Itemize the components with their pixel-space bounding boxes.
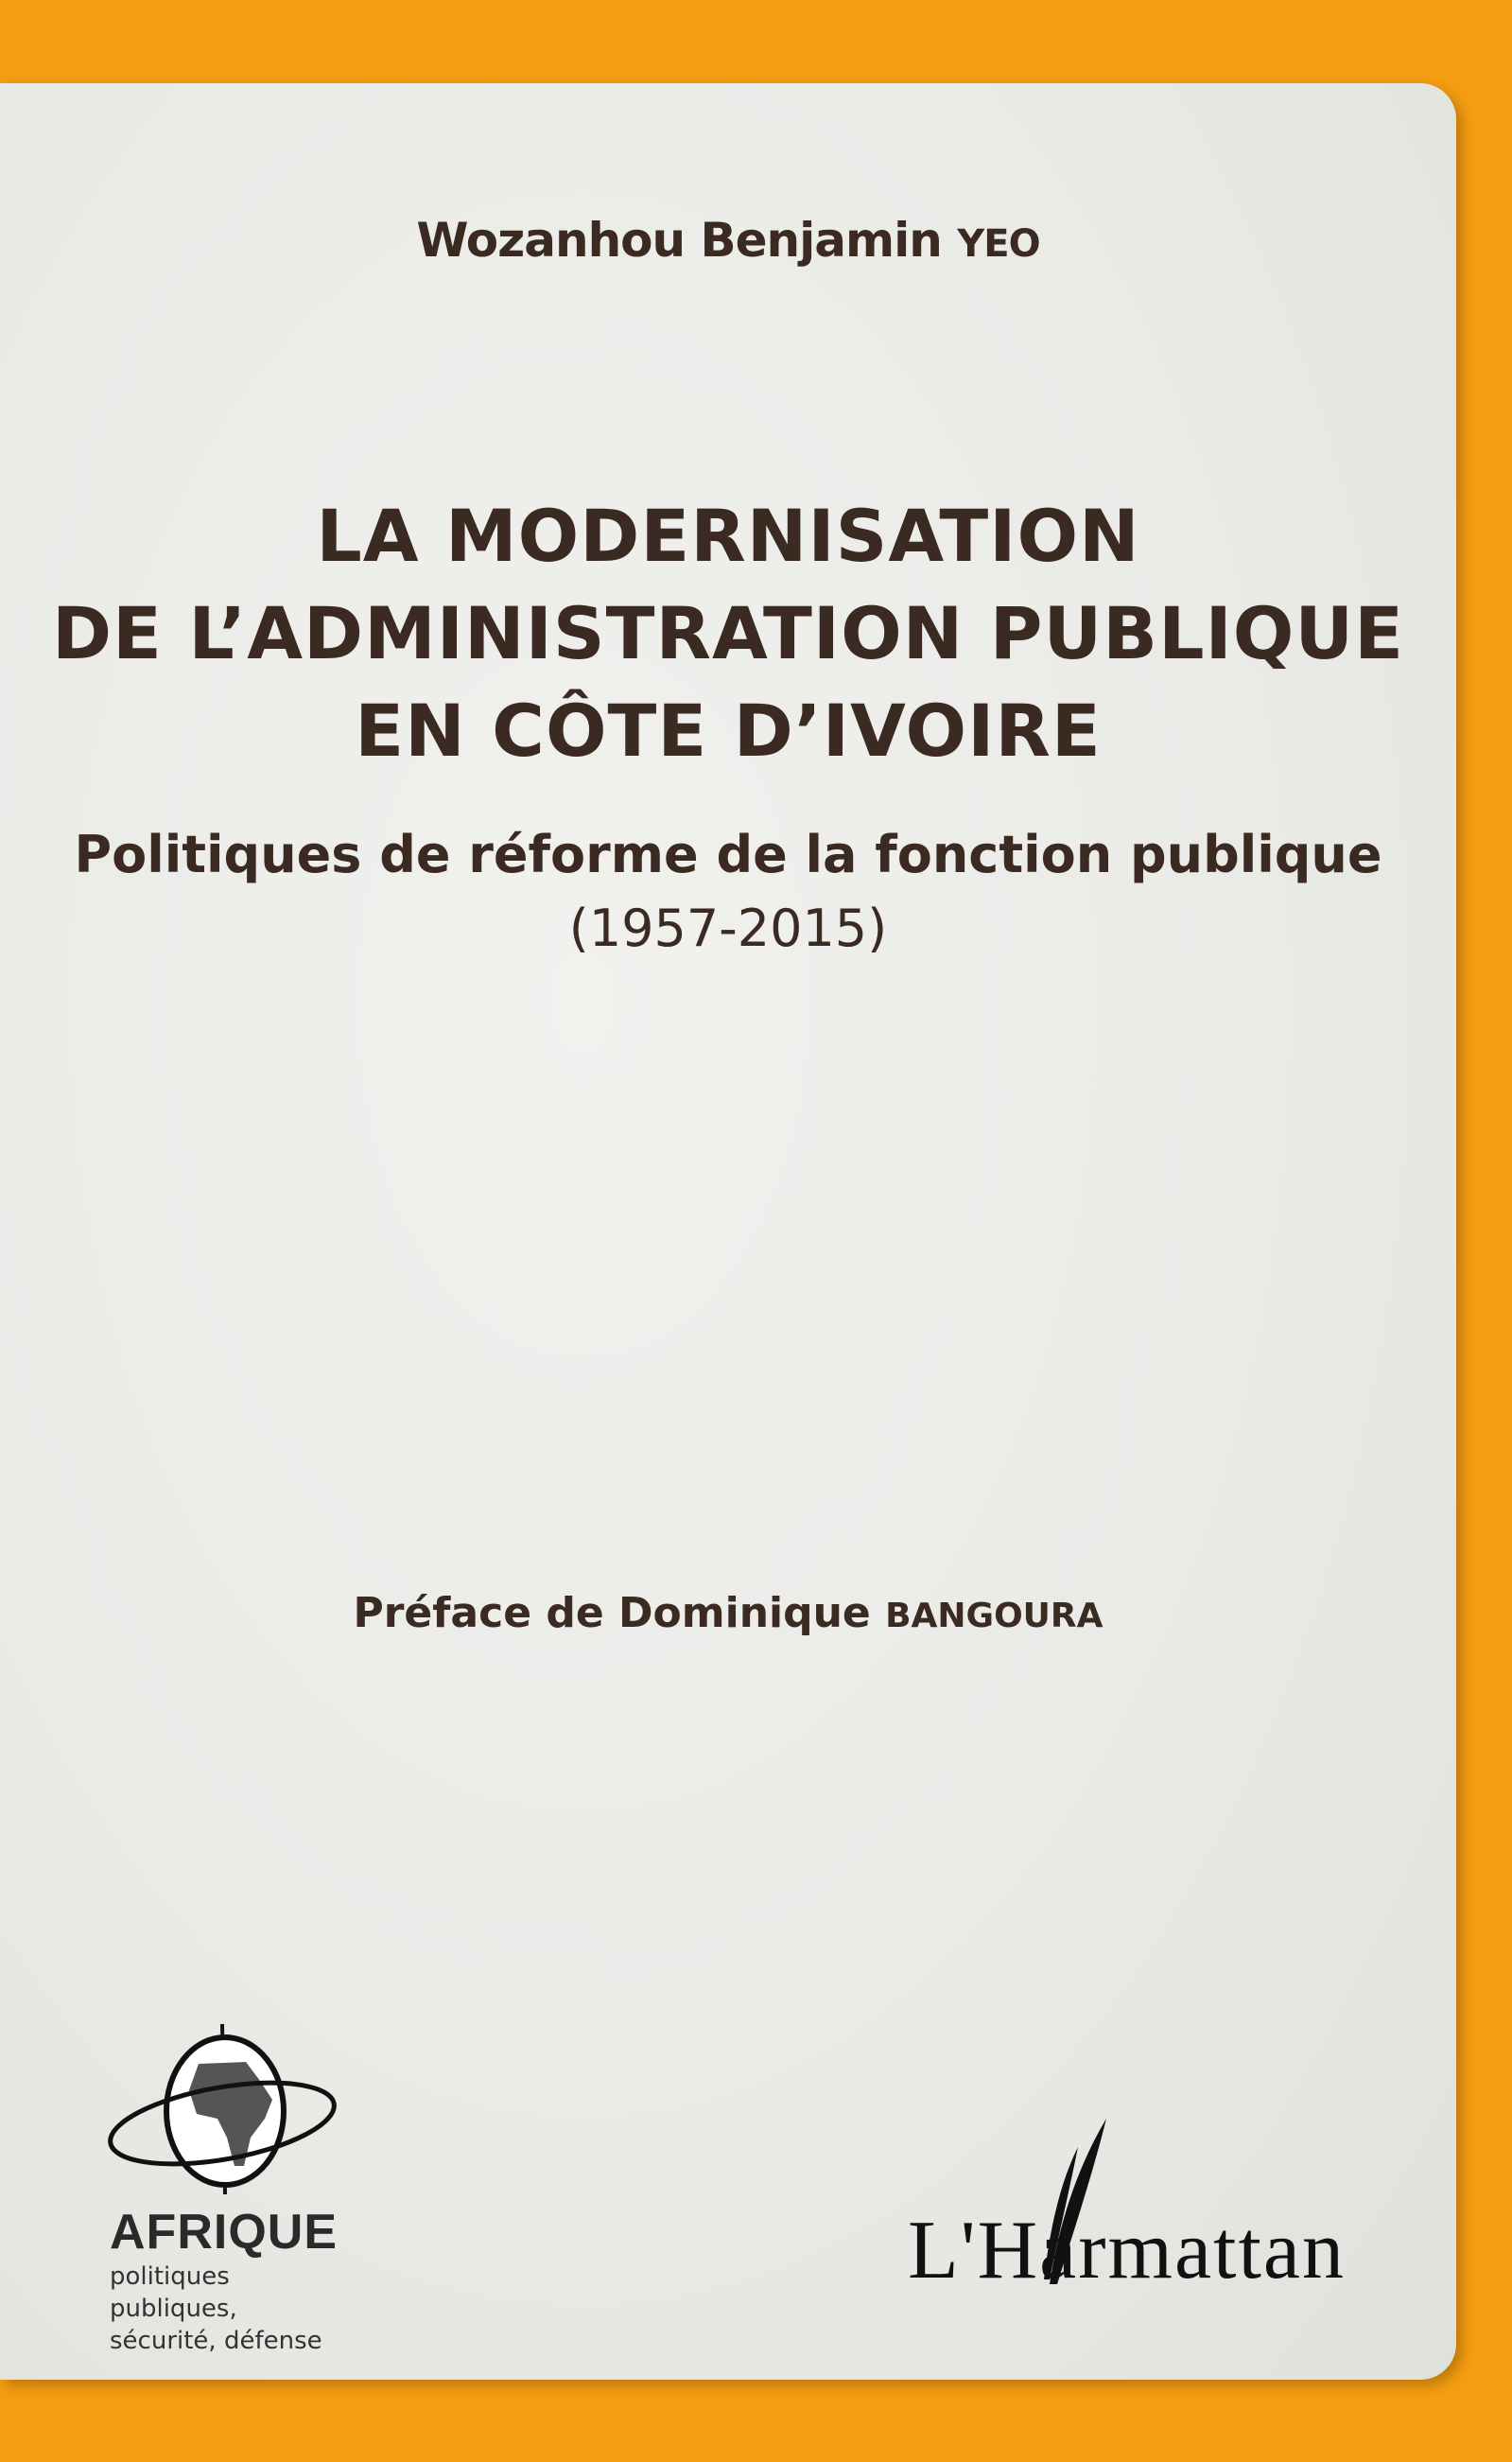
book-title xyxy=(0,487,1456,779)
subtitle-years: (1957-2015) xyxy=(568,899,888,958)
preface-author-last: BANGOURA xyxy=(885,1597,1104,1635)
publisher-logo xyxy=(908,2119,1381,2298)
globe-africa-icon xyxy=(104,2024,340,2194)
series-name: AFRIQUE xyxy=(110,2205,338,2260)
subtitle-text: Politiques de réforme de la fonction publique xyxy=(74,825,1382,884)
title-line: DE L’ADMINISTRATION PUBLIQUE xyxy=(51,591,1405,675)
series-tagline: sécurité, défense xyxy=(110,2327,322,2355)
series-logo xyxy=(104,2024,350,2357)
preface-credit xyxy=(0,1589,1456,1637)
author-last-name: YEO xyxy=(957,222,1040,266)
author-name xyxy=(0,213,1456,268)
title-line: LA MODERNISATION xyxy=(316,494,1140,578)
title-line: EN CÔTE D’IVOIRE xyxy=(355,689,1102,773)
publisher-name: L'Harmattan xyxy=(908,2205,1346,2296)
author-first-name: Wozanhou Benjamin xyxy=(416,213,942,268)
series-tagline: politiques publiques, xyxy=(110,2262,237,2323)
preface-prefix: Préface de Dominique xyxy=(353,1589,871,1637)
book-subtitle xyxy=(0,818,1456,966)
